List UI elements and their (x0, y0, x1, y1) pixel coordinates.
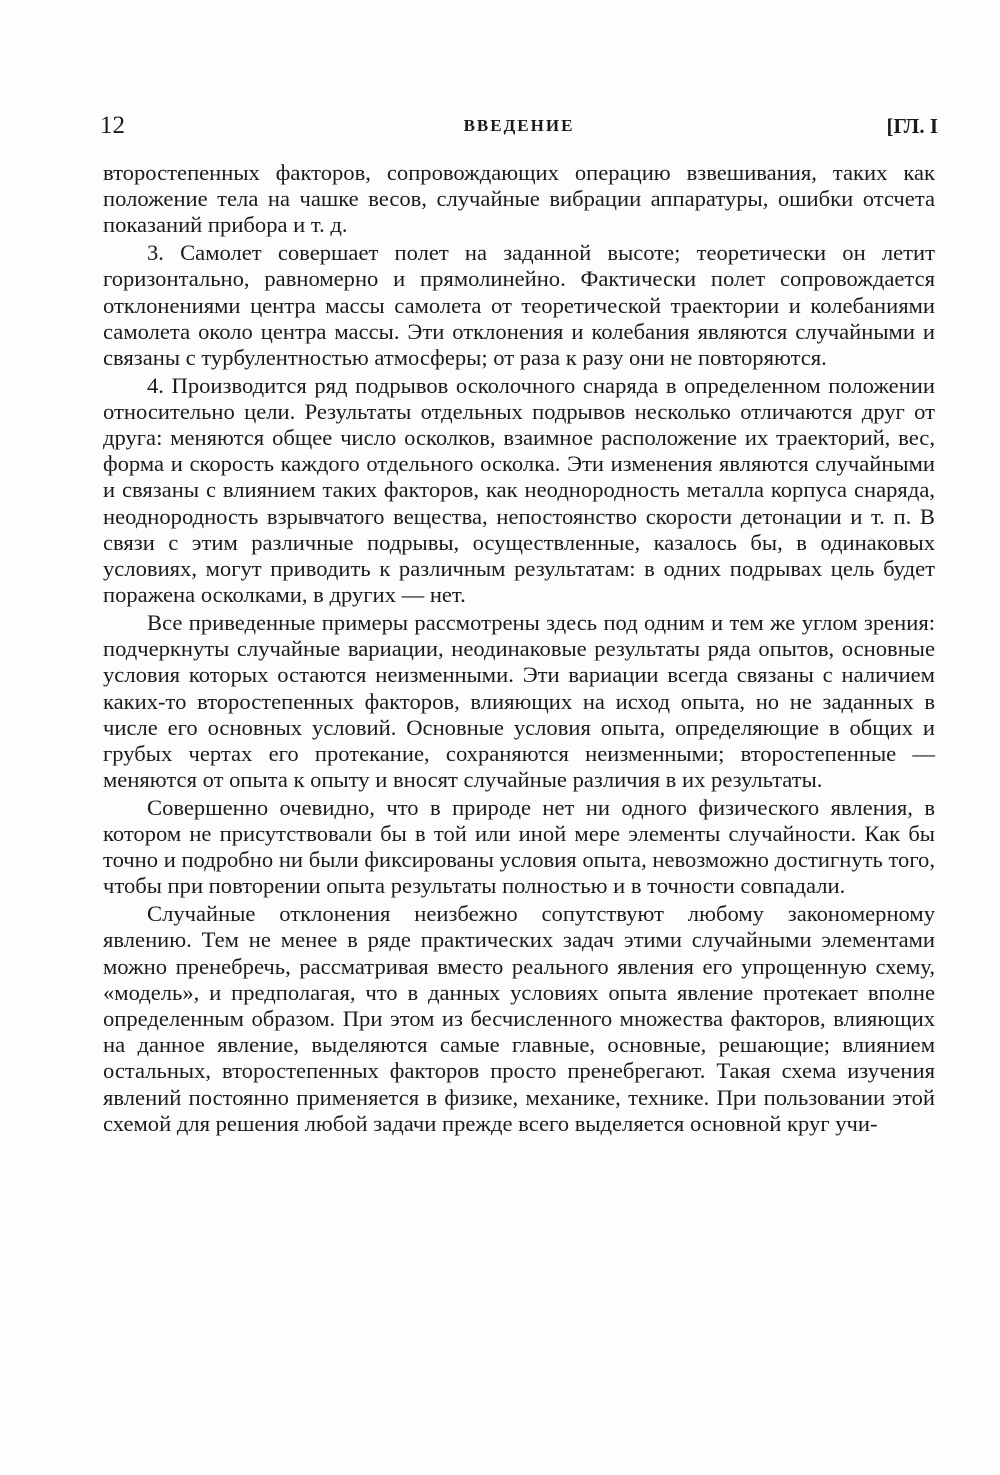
paragraph: Случайные отклонения неизбежно сопутствуют любому закономерному явлению. Тем не менее в ряде практических задач этими случайными элементами можно пренебречь, рассматривая вместо реального явления его упрощенную схему, «модель», и предполагая, что в данных условиях опыта явление протекает вполне определенным образом. При этом из бесчисленного множества факторов, влияющих на данное явление, выделяются самые главные, основные, решающие; влиянием остальных, второстепенных факторов просто пренебрегают. Такая схема изучения явлений постоянно применяется в физике, механике, технике. При пользовании этой схемой для решения любой задачи прежде всего выделяется основной круг учи- (103, 901, 935, 1136)
section-title: ВВЕДЕНИЕ (463, 116, 575, 135)
paragraph: 4. Производится ряд подрывов осколочного снаряда в определенном положении относительно цели. Результаты отдельных подрывов несколько отличаются друг от друга: меняются общее число осколков, взаимное расположение их траекторий, вес, форма и скорость каждого отдельного осколка. Эти изменения являются случайными и связаны с влиянием таких факторов, как неоднородность металла корпуса снаряда, неоднородность взрывчатого вещества, непостоянство скорости детонации и т. п. В связи с этим различные подрывы, осуществленные, казалось бы, в одинаковых условиях, могут приводить к различным результатам: в одних подрывах цель будет поражена осколками, в других — нет. (103, 372, 935, 608)
chapter-marker: [ГЛ. I (886, 114, 938, 138)
paragraph: 3. Самолет совершает полет на заданной высоте; теоретически он летит горизонтально, равномерно и прямолинейно. Фактически полет сопровождается отклонениями центра массы самолета от теоретической траектории и колебаниями самолета около центра массы. Эти отклонения и колебания являются случайными и связаны с турбулентностью атмосферы; от раза к разу они не повторяются. (103, 240, 935, 370)
body-text (103, 160, 935, 1137)
paragraph: Все приведенные примеры рассмотрены здесь под одним и тем же углом зрения: подчеркнуты случайные вариации, неодинаковые результаты ряда опытов, основные условия которых остаются неизменными. Эти вариации всегда связаны с наличием каких-то второстепенных факторов, влияющих на исход опыта, но не заданных в числе его основных условий. Основные условия опыта, определяющие в общих и грубых чертах его протекание, сохраняются неизменными; второстепенные — меняются от опыта к опыту и вносят случайные различия в их результаты. (103, 609, 935, 793)
paragraph: Совершенно очевидно, что в природе нет ни одного физического явления, в котором не присутствовали бы в той или иной мере элементы случайности. Как бы точно и подробно ни были фиксированы условия опыта, невозможно достигнуть того, чтобы при повторении опыта результаты полностью и в точности совпадали. (103, 794, 935, 899)
page-number: 12 (100, 112, 125, 139)
paragraph: второстепенных факторов, сопровождающих операцию взвешивания, таких как положение тела на чашке весов, случайные вибрации аппаратуры, ошибки отсчета показаний прибора и т. д. (103, 160, 935, 238)
running-header (100, 112, 938, 144)
